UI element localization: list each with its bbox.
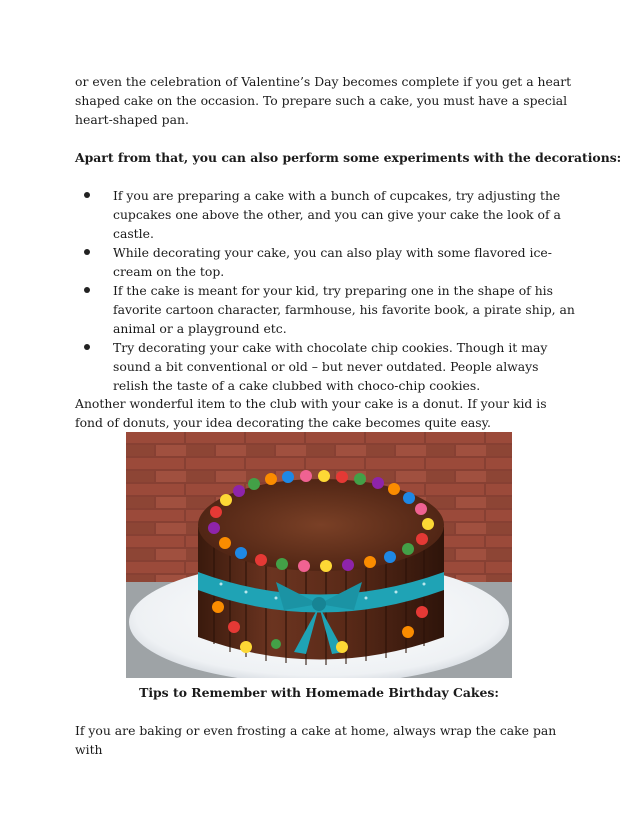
list-item: While decorating your cake, you can also play with some flavored ice-cream on the top.	[75, 243, 575, 281]
bullet-icon	[84, 287, 90, 293]
decoration-tips-list	[75, 186, 575, 395]
decorations-heading: Apart from that, you can also perform some experiments with the decorations:	[75, 150, 622, 165]
list-item: If the cake is meant for your kid, try preparing one in the shape of his favorite cartoon character, farmhouse, his favorite book, a pirate ship, an animal or a playground etc.	[75, 281, 575, 338]
list-item: If you are preparing a cake with a bunch of cupcakes, try adjusting the cupcakes one above the other, and you can give your cake the look of a castle.	[75, 186, 575, 243]
donut-paragraph: Another wonderful item to the club with your cake is a donut. If your kid is fond of donuts, your idea decorating the cake becomes quite easy.	[75, 396, 547, 430]
tips-paragraph: If you are baking or even frosting a cake at home, always wrap the cake pan with	[75, 723, 557, 757]
bullet-icon	[84, 192, 90, 198]
tips-heading: Tips to Remember with Homemade Birthday Cakes:	[139, 685, 499, 700]
bullet-icon	[84, 249, 90, 255]
cake-photo	[126, 432, 512, 678]
list-item: Try decorating your cake with chocolate chip cookies. Though it may sound a bit conventional or old – but never outdated. People always relish the taste of a cake clubbed with choco-chip cookies.	[75, 338, 575, 395]
intro-paragraph: or even the celebration of Valentine’s Day becomes complete if you get a heart shaped cake on the occasion. To prepare such a cake, you must have a special heart-shaped pan.	[75, 74, 572, 127]
bullet-icon	[84, 344, 90, 350]
